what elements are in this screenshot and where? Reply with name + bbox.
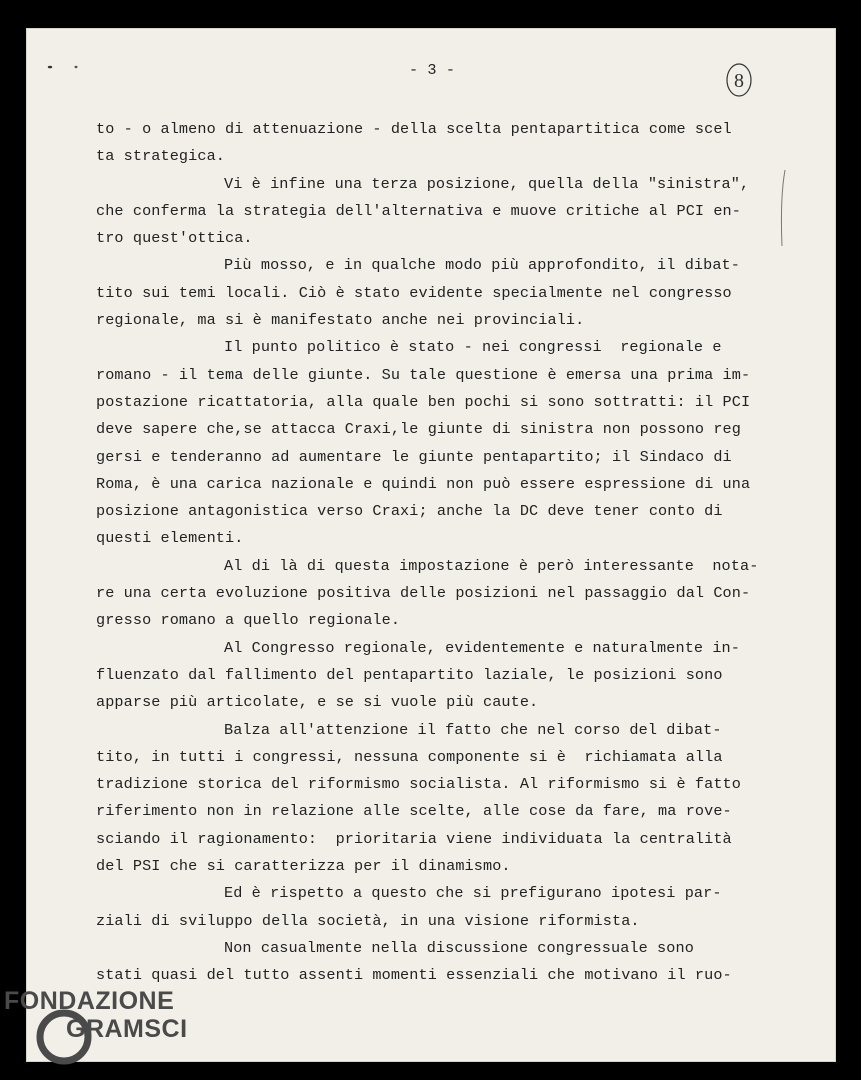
text-line: Più mosso, e in qualche modo più approfondito, il dibat- bbox=[224, 256, 740, 275]
text-line: romano - il tema delle giunte. Su tale questione è emersa una prima im- bbox=[96, 365, 751, 384]
text-line: ziali di sviluppo della società, in una visione riformista. bbox=[96, 911, 640, 930]
text-line: Ed è rispetto a questo che si prefigurano ipotesi par- bbox=[224, 884, 722, 903]
text-line: posizione antagonistica verso Craxi; anche la DC deve tener conto di bbox=[96, 502, 723, 521]
archive-mark-circle bbox=[725, 62, 753, 98]
text-line: tito, in tutti i congressi, nessuna componente si è richiamata alla bbox=[96, 747, 723, 766]
text-line: deve sapere che,se attacca Craxi,le giunte di sinistra non possono reg bbox=[96, 420, 741, 439]
text-line: Roma, è una carica nazionale e quindi non può essere espressione di una bbox=[96, 474, 751, 493]
page-number: - 3 - bbox=[409, 61, 456, 79]
text-line: Il punto politico è stato - nei congressi regionale e bbox=[224, 338, 722, 357]
text-line: Al di là di questa impostazione è però interessante nota- bbox=[224, 556, 759, 575]
text-line: ta strategica. bbox=[96, 147, 225, 166]
text-line: regionale, ma si è manifestato anche nei provinciali. bbox=[96, 311, 585, 330]
text-line: postazione ricattatoria, alla quale ben pochi si sono sottratti: il PCI bbox=[96, 392, 751, 411]
text-line: stati quasi del tutto assenti momenti essenziali che motivano il ruo- bbox=[96, 966, 732, 985]
text-line: Vi è infine una terza posizione, quella della "sinistra", bbox=[224, 174, 750, 193]
text-line: gresso romano a quello regionale. bbox=[96, 611, 401, 630]
watermark-line1: FONDAZIONE bbox=[4, 987, 175, 1015]
text-line: Balza all'attenzione il fatto che nel corso del dibat- bbox=[224, 720, 722, 739]
text-line: fluenzato dal fallimento del pentapartito laziale, le posizioni sono bbox=[96, 665, 723, 684]
watermark-line2: GRAMSCI bbox=[66, 1015, 188, 1043]
text-line: re una certa evoluzione positiva delle posizioni nel passaggio dal Con- bbox=[96, 584, 751, 603]
fondazione-gramsci-watermark bbox=[4, 987, 214, 1077]
text-line: gersi e tenderanno ad aumentare le giunte pentapartito; il Sindaco di bbox=[96, 447, 732, 466]
text-line: sciando il ragionamento: prioritaria viene individuata la centralità bbox=[96, 829, 732, 848]
document-page bbox=[26, 28, 836, 1062]
text-line: tro quest'ottica. bbox=[96, 229, 253, 248]
margin-dots bbox=[46, 62, 86, 72]
text-line: Non casualmente nella discussione congressuale sono bbox=[224, 938, 694, 957]
text-line: questi elementi. bbox=[96, 529, 244, 548]
text-line: to - o almeno di attenuazione - della scelta pentapartitica come scel bbox=[96, 120, 732, 138]
text-line: riferimento non in relazione alle scelte, alle cose da fare, ma rove- bbox=[96, 802, 732, 821]
text-line: apparse più articolate, e se si vuole più caute. bbox=[96, 693, 539, 712]
text-line: che conferma la strategia dell'alternativa e muove critiche al PCI en- bbox=[96, 201, 741, 220]
text-line: tito sui temi locali. Ciò è stato evidente specialmente nel congresso bbox=[96, 283, 732, 302]
archive-mark-number: 8 bbox=[734, 70, 744, 92]
text-line: del PSI che si caratterizza per il dinamismo. bbox=[96, 857, 511, 876]
text-line: Al Congresso regionale, evidentemente e naturalmente in- bbox=[224, 638, 740, 657]
text-line: tradizione storica del riformismo socialista. Al riformismo si è fatto bbox=[96, 775, 741, 794]
body-text bbox=[96, 116, 786, 990]
